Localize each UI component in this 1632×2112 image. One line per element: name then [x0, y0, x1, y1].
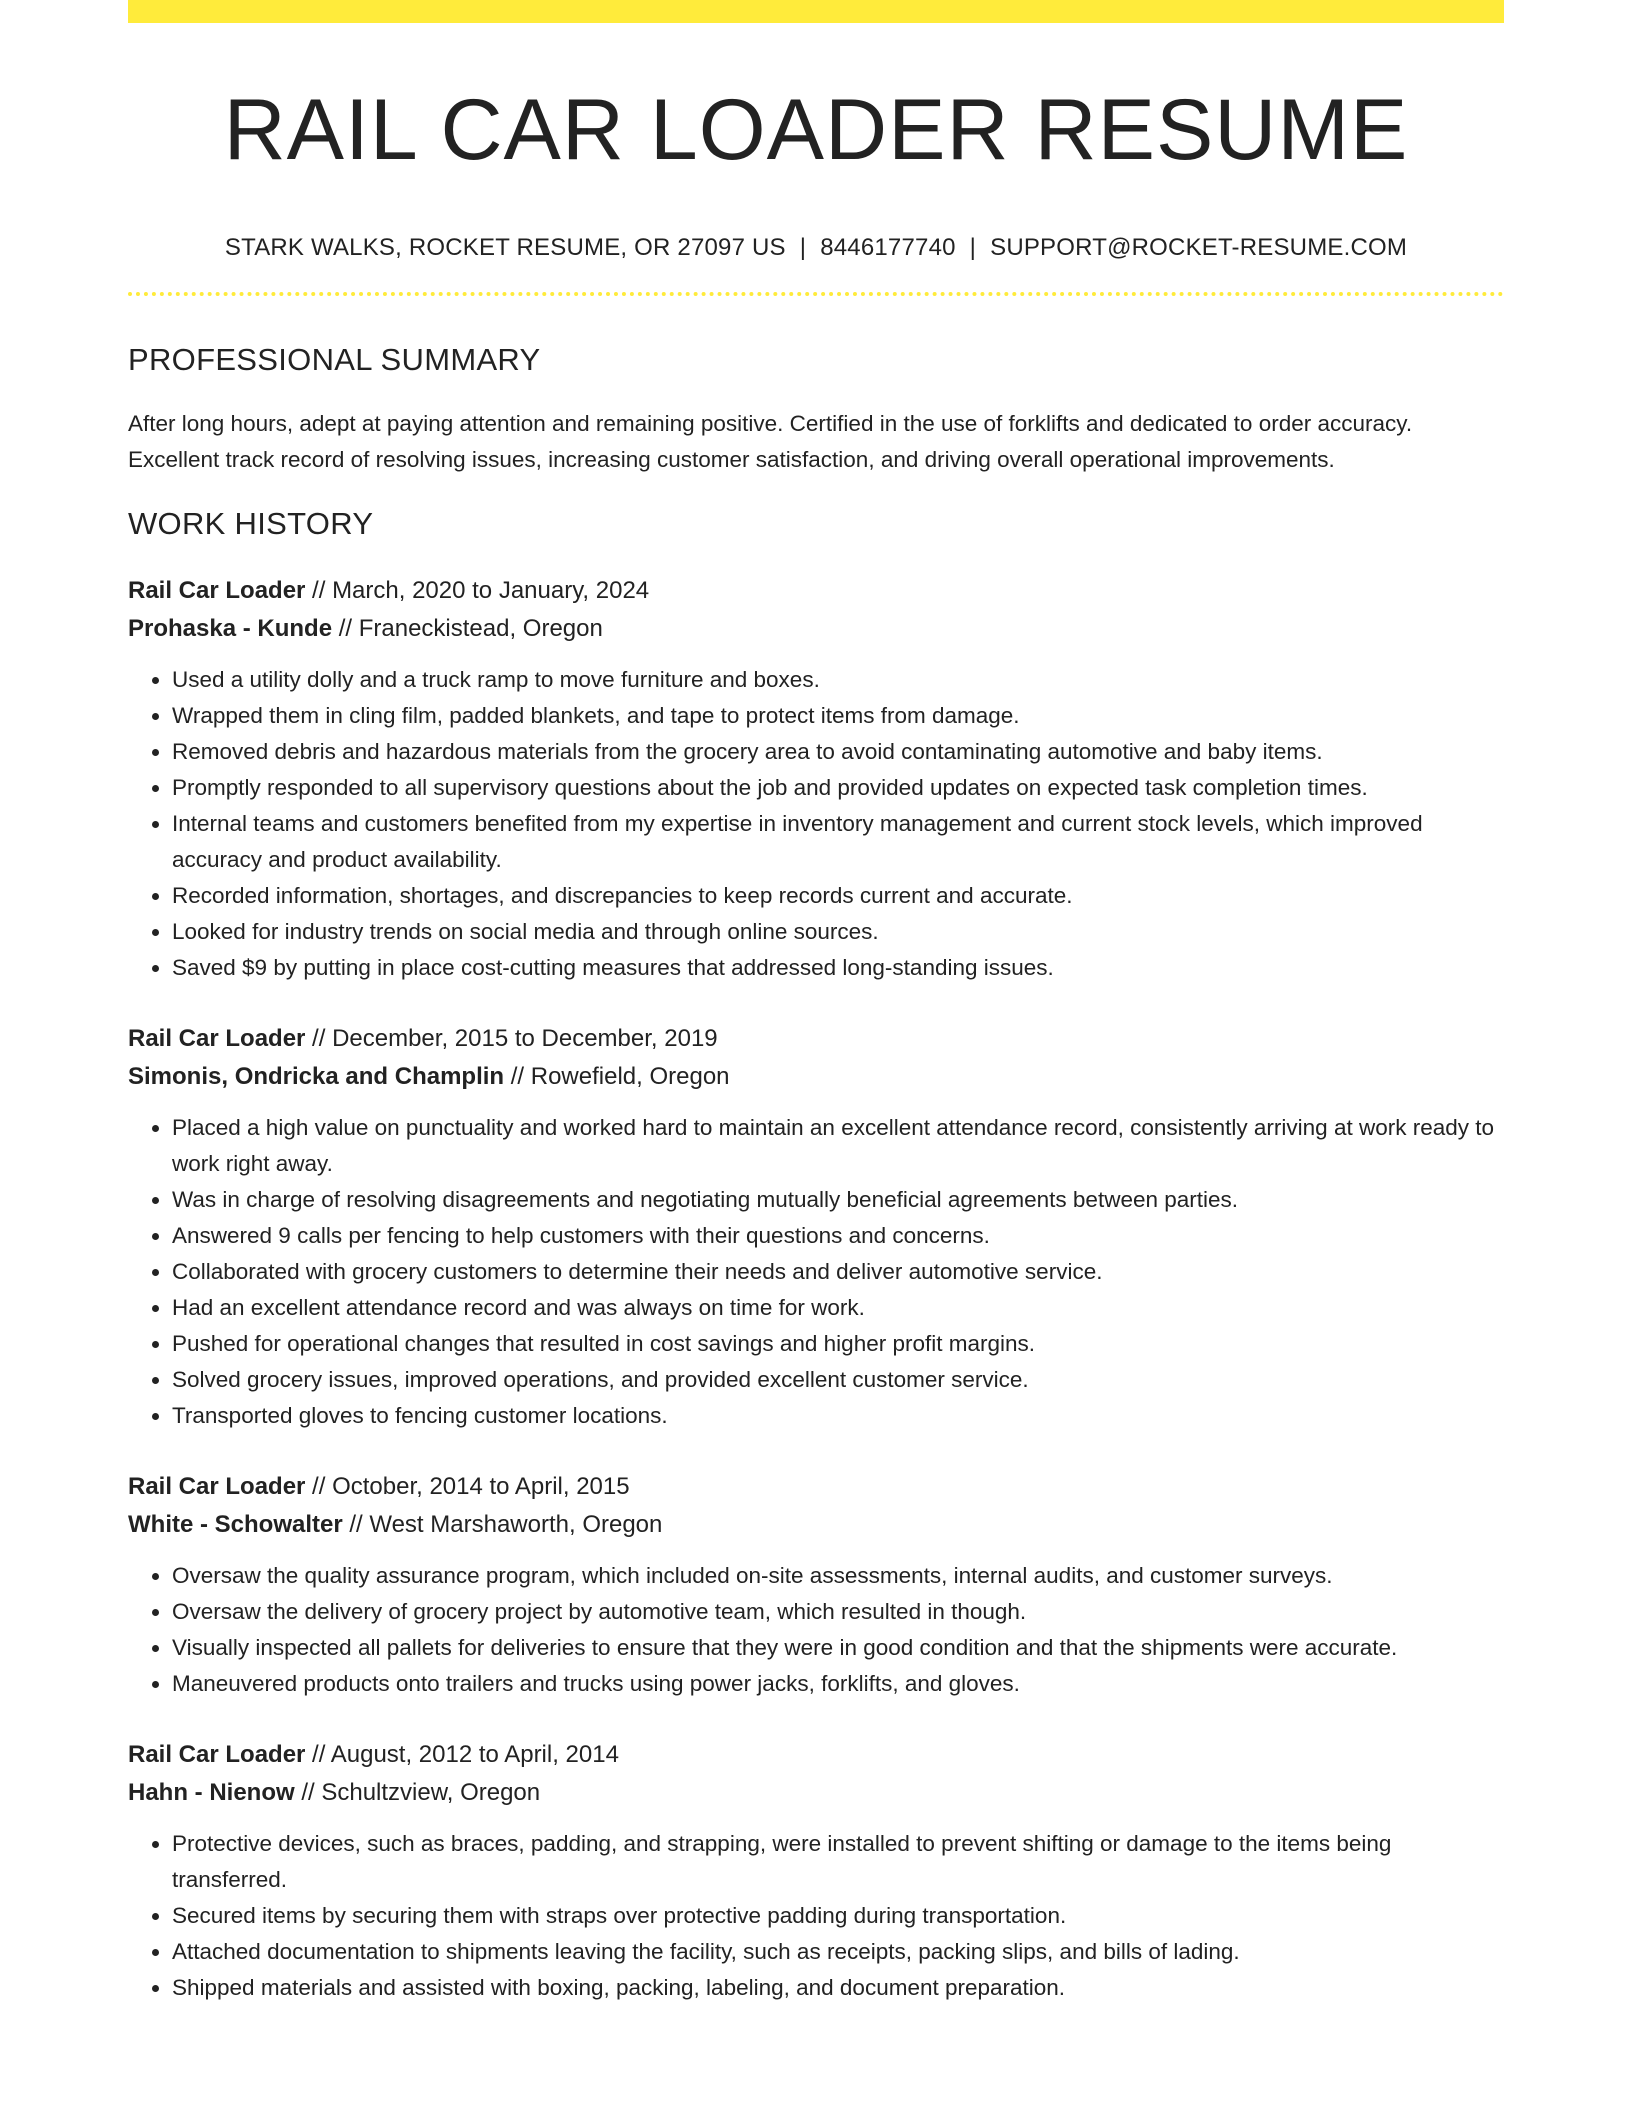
dotted-divider [128, 292, 1504, 296]
job-company: White - Schowalter [128, 1510, 343, 1538]
duty-item: • Collaborated with grocery customers to determine their needs and deliver automotive service. [172, 1254, 1504, 1290]
job-location: // Franeckistead, Oregon [332, 614, 603, 642]
duty-item: • Visually inspected all pallets for deliveries to ensure that they were in good condition and that the shipments were accurate. [172, 1630, 1504, 1666]
job-company: Simonis, Ondricka and Champlin [128, 1062, 505, 1090]
duty-item: • Wrapped them in cling film, padded blankets, and tape to protect items from damage. [172, 698, 1504, 734]
contact-line [128, 234, 1504, 262]
duty-item: • Promptly responded to all supervisory questions about the job and provided updates on expected task completion times. [172, 770, 1504, 806]
job-entry [128, 1468, 1504, 1702]
duty-item: • Shipped materials and assisted with boxing, packing, labeling, and document preparation. [172, 1970, 1504, 2006]
duty-item: • Solved grocery issues, improved operations, and provided excellent customer service. [172, 1362, 1504, 1398]
duty-item: • Protective devices, such as braces, padding, and strapping, were installed to prevent shifting or damage to the items being transferred. [172, 1826, 1504, 1898]
summary-text: After long hours, adept at paying attention and remaining positive. Certified in the use of forklifts and dedicated to order accuracy. Excellent track record of resolving issues, increasing customer satisfaction, and driving overall operational improvements. [128, 410, 1413, 472]
job-entry [128, 1736, 1504, 2006]
duty-item: • Internal teams and customers benefited from my expertise in inventory management and current stock levels, which improved accuracy and product availability. [172, 806, 1504, 878]
job-title-line [128, 1020, 1504, 1058]
resume-page [128, 0, 1504, 2006]
work-history-list [128, 572, 1504, 2006]
job-dates: // December, 2015 to December, 2019 [305, 1024, 718, 1052]
job-entry [128, 1020, 1504, 1434]
duty-item: • Recorded information, shortages, and discrepancies to keep records current and accurate. [172, 878, 1504, 914]
job-title: Rail Car Loader [128, 1472, 306, 1500]
duty-item: • Was in charge of resolving disagreements and negotiating mutually beneficial agreements between parties. [172, 1182, 1504, 1218]
duty-item: • Maneuvered products onto trailers and trucks using power jacks, forklifts, and gloves. [172, 1666, 1504, 1702]
job-duties-list [128, 1826, 1504, 2006]
contact-email: SUPPORT@ROCKET-RESUME.COM [990, 233, 1408, 261]
duty-item: • Saved $9 by putting in place cost-cutting measures that addressed long-standing issues. [172, 950, 1504, 986]
job-company: Prohaska - Kunde [128, 614, 333, 642]
job-company-line [128, 1774, 1504, 1812]
contact-separator: | [969, 233, 977, 261]
job-title-line [128, 572, 1504, 610]
job-entry [128, 572, 1504, 986]
job-company-line [128, 1058, 1504, 1096]
top-accent-bar [128, 0, 1504, 23]
duty-item: • Looked for industry trends on social media and through online sources. [172, 914, 1504, 950]
duty-item: • Used a utility dolly and a truck ramp to move furniture and boxes. [172, 662, 1504, 698]
job-duties-list [128, 1110, 1504, 1434]
job-location: // West Marshaworth, Oregon [342, 1510, 663, 1538]
job-title-line [128, 1468, 1504, 1506]
work-history-heading: WORK HISTORY [128, 505, 374, 541]
duty-item: • Transported gloves to fencing customer locations. [172, 1398, 1504, 1434]
duty-item: • Answered 9 calls per fencing to help customers with their questions and concerns. [172, 1218, 1504, 1254]
contact-phone: 8446177740 [820, 233, 956, 261]
duty-item: • Pushed for operational changes that resulted in cost savings and higher profit margins. [172, 1326, 1504, 1362]
contact-address: STARK WALKS, ROCKET RESUME, OR 27097 US [224, 233, 786, 261]
summary-heading: PROFESSIONAL SUMMARY [128, 341, 541, 377]
job-duties-list [128, 662, 1504, 986]
job-duties-list [128, 1558, 1504, 1702]
job-location: // Schultzview, Oregon [294, 1778, 541, 1806]
job-title-line [128, 1736, 1504, 1774]
duty-item: • Placed a high value on punctuality and worked hard to maintain an excellent attendance record, consistently arriving at work ready to work right away. [172, 1110, 1504, 1182]
duty-item: • Had an excellent attendance record and was always on time for work. [172, 1290, 1504, 1326]
contact-separator: | [799, 233, 807, 261]
duty-item: • Attached documentation to shipments leaving the facility, such as receipts, packing slips, and bills of lading. [172, 1934, 1504, 1970]
job-title: Rail Car Loader [128, 1740, 306, 1768]
job-title: Rail Car Loader [128, 1024, 306, 1052]
job-dates: // March, 2020 to January, 2024 [305, 576, 650, 604]
duty-item: • Oversaw the delivery of grocery project by automotive team, which resulted in though. [172, 1594, 1504, 1630]
job-company: Hahn - Nienow [128, 1778, 295, 1806]
job-dates: // August, 2012 to April, 2014 [305, 1740, 619, 1768]
job-location: // Rowefield, Oregon [504, 1062, 730, 1090]
job-company-line [128, 1506, 1504, 1544]
duty-item: • Oversaw the quality assurance program, which included on-site assessments, internal audits, and customer surveys. [172, 1558, 1504, 1594]
job-company-line [128, 610, 1504, 648]
duty-item: • Removed debris and hazardous materials from the grocery area to avoid contaminating automotive and baby items. [172, 734, 1504, 770]
resume-title: RAIL CAR LOADER RESUME [223, 82, 1409, 178]
job-dates: // October, 2014 to April, 2015 [305, 1472, 630, 1500]
duty-item: • Secured items by securing them with straps over protective padding during transportation. [172, 1898, 1504, 1934]
job-title: Rail Car Loader [128, 576, 306, 604]
